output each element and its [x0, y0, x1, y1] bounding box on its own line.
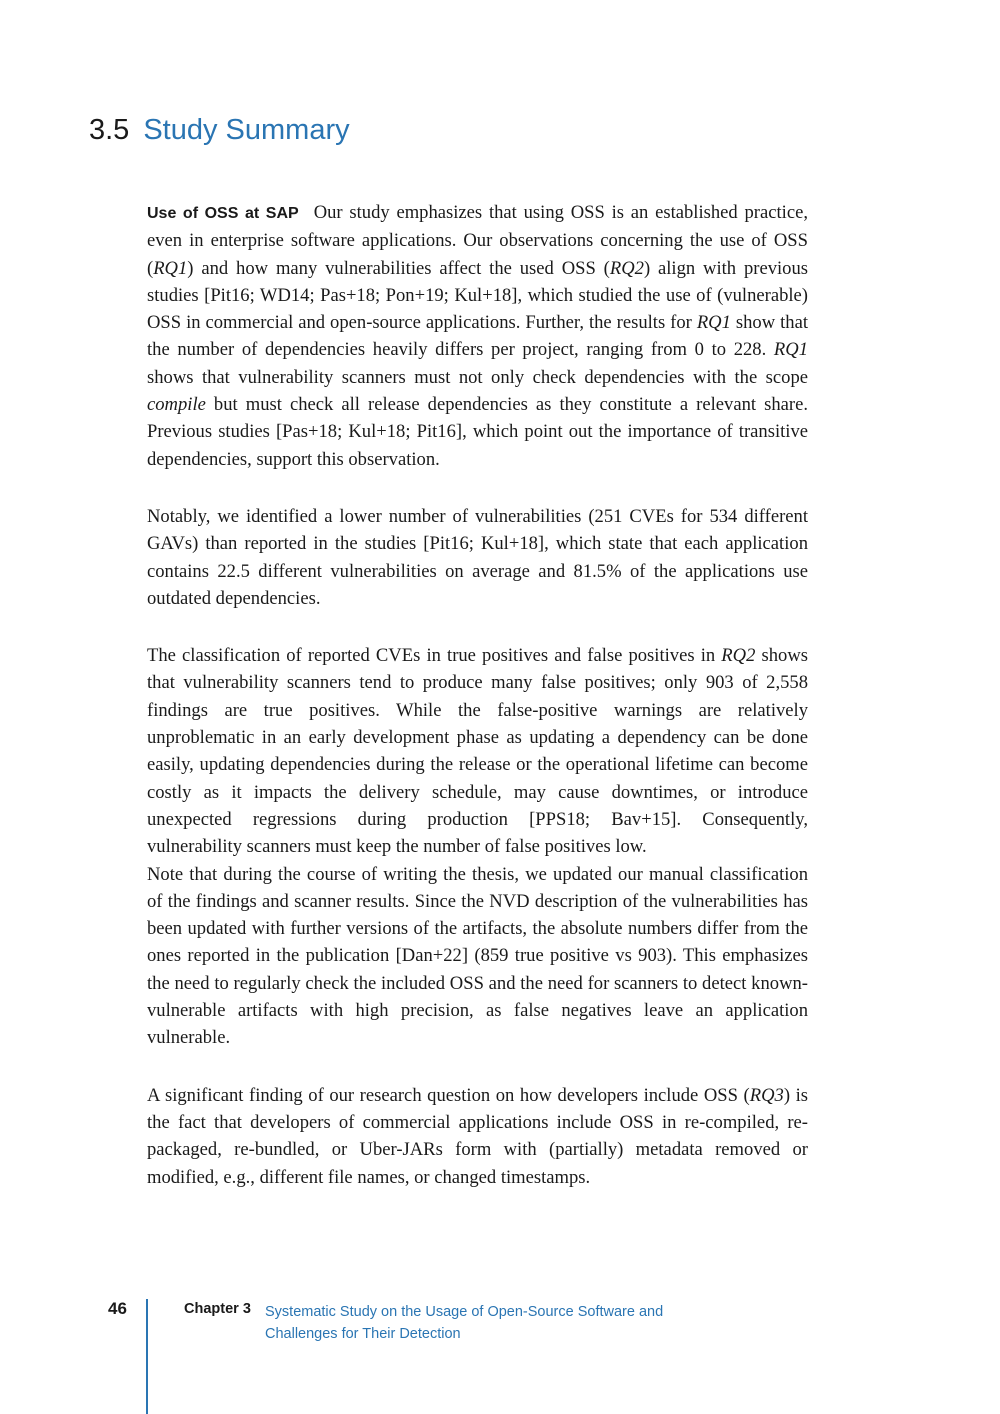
emphasis: RQ2 — [609, 257, 644, 279]
paragraph-classification-note: Note that during the course of writing the thesis, we updated our manual classification of the findings and scanner results. Since the NVD description of the vulnerabilities has been updated with further versions of the artifacts, the absolute numbers differ from the ones reported in the publication [Dan+22] (859 true positive vs 903). This emphasizes the need to regularly check the included OSS and the need for scanners to detect known-vulnerable artifacts with high precision, as false negatives leave an application vulnerable. — [147, 863, 808, 1049]
text-run: show that the number of dependencies heavily differs per project, ranging from 0 to 228. — [147, 312, 809, 361]
footer-chapter-title-line: Challenges for Their Detection — [265, 1326, 461, 1342]
emphasis: RQ2 — [721, 645, 756, 667]
footer-chapter-label: Chapter 3 — [184, 1301, 251, 1317]
section-title: Study Summary — [143, 114, 350, 146]
paragraph-false-positives — [147, 642, 808, 860]
text-run: The classification of reported CVEs in true positives and false positives in — [147, 645, 722, 667]
emphasis: compile — [147, 394, 206, 416]
page-number: 46 — [108, 1299, 127, 1318]
paragraph-vulnerability-counts: Notably, we identified a lower number of vulnerabilities (251 CVEs for 534 different GAVs) than reported in the studies [Pit16; Kul+18], which state that each application contains 22.5 different vulnerabilities on average and 81.5% of the applications use outdated dependencies. — [147, 505, 808, 609]
section-heading — [89, 110, 350, 150]
footer-divider — [146, 1299, 148, 1414]
text-run: Our study emphasizes that using OSS is an established practice, even in enterprise software applications. Our observations concerning the use of OSS ( — [147, 202, 808, 279]
emphasis: RQ1 — [696, 312, 731, 334]
paragraph-heading: Use of OSS at SAP — [147, 205, 299, 222]
footer-chapter-title-line: Systematic Study on the Usage of Open-Source Software and — [265, 1304, 664, 1320]
footer-chapter-title — [265, 1301, 725, 1345]
text-run: ) is the fact that developers of commercial applications include OSS in re-compiled, re-packaged, re-bundled, or Uber-JARs form with (partially) metadata removed or modified, e.g., different file names, or changed timestamps. — [147, 1084, 808, 1188]
text-run: shows that vulnerability scanners must not only check dependencies with the scope — [147, 366, 808, 388]
emphasis: RQ3 — [749, 1084, 784, 1106]
body-text — [147, 199, 808, 1191]
text-run: but must check all release dependencies as they constitute a relevant share. Previous studies [Pas+18; Kul+18; Pit16], which point out the importance of transitive dependencies, support this observation. — [147, 394, 808, 470]
paragraph-use-of-oss — [147, 199, 808, 473]
paragraph-oss-inclusion — [147, 1082, 808, 1191]
emphasis: RQ1 — [153, 257, 188, 279]
text-run: ) align with previous studies [Pit16; WD14; Pas+18; Pon+19; Kul+18], which studied the use of (vulnerable) OSS in commercial and open-source applications. Further, the results for — [147, 257, 808, 334]
text-run: ) and how many vulnerabilities affect the used OSS ( — [187, 257, 610, 279]
section-number: 3.5 — [89, 114, 130, 146]
emphasis: RQ1 — [773, 339, 808, 361]
text-run: A significant finding of our research question on how developers include OSS ( — [147, 1084, 750, 1106]
text-run: shows that vulnerability scanners tend to produce many false positives; only 903 of 2,558 findings are true positives. While the false-positive warnings are relatively unproblematic in an early development phase as updating a dependency can be done easily, updating dependencies during the release or the operational lifetime can become costly as it impacts the delivery schedule, may cause downtimes, or introduce unexpected regressions during production [PPS18; Bav+15]. Consequently, vulnerability scanners must keep the number of false positives low. — [147, 645, 808, 858]
